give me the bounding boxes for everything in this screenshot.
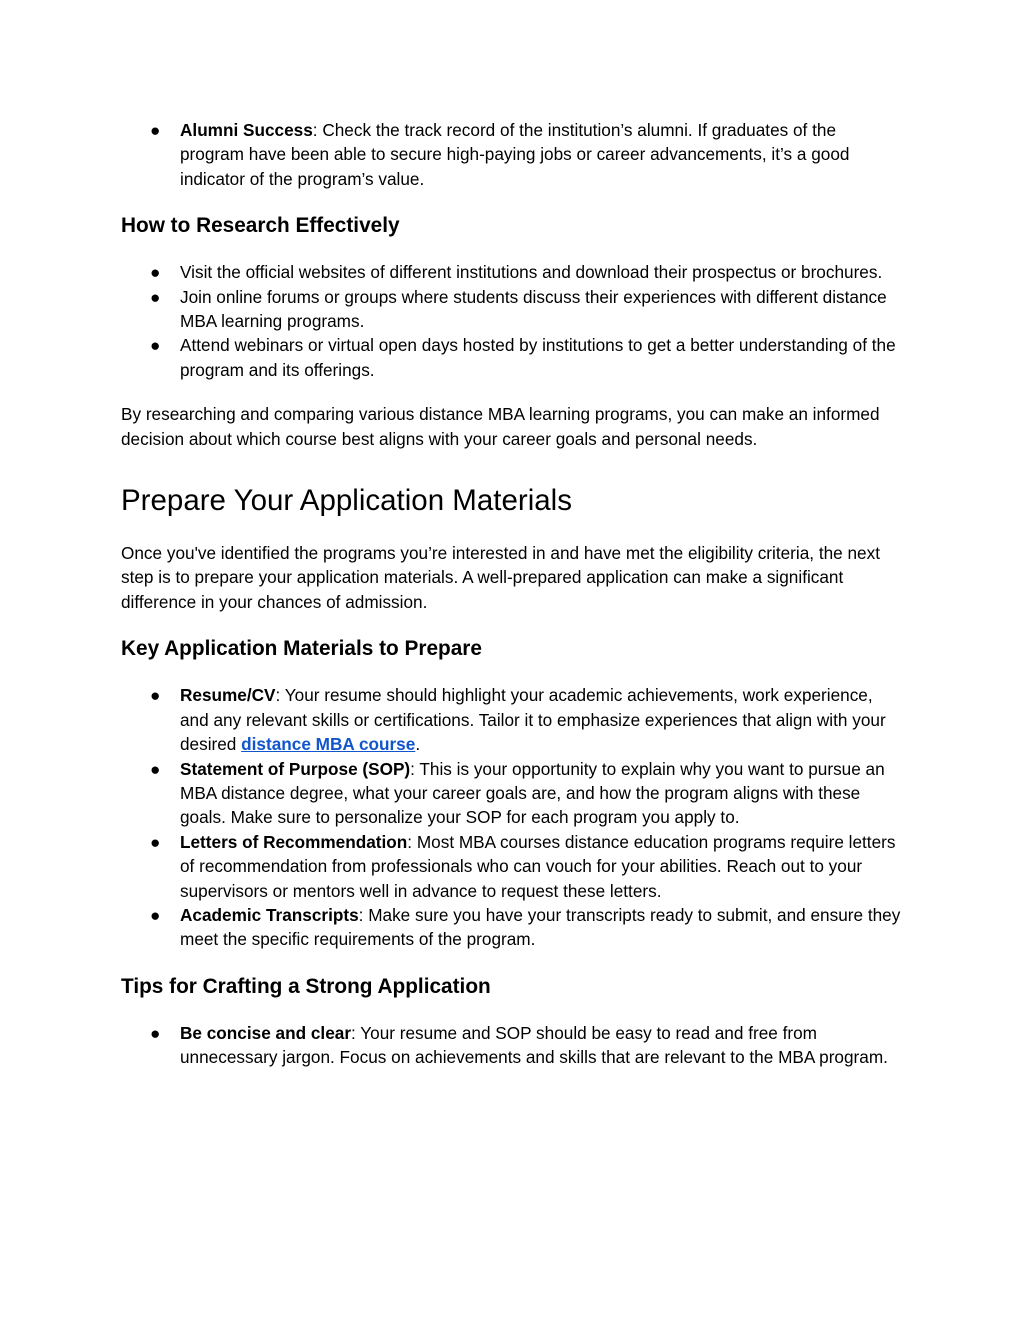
list-item (121, 683, 901, 756)
item-term: Alumni Success (180, 120, 313, 140)
item-text: : Make sure you have your transcripts ready to submit, and ensure they meet the specific requirements of the program. (180, 904, 901, 950)
bullet-icon: ● (150, 120, 161, 140)
list-item (121, 757, 901, 830)
list-item (121, 830, 901, 903)
research-list (121, 260, 901, 382)
list-item (121, 260, 901, 284)
bullet-icon: ● (150, 685, 161, 706)
item-term: Letters of Recommendation (180, 831, 408, 852)
materials-list (121, 683, 901, 951)
list-item (121, 1021, 901, 1070)
item-text: : This is your opportunity to explain why you want to pursue an MBA distance degree, what your career goals are, and how the program aligns with these goals. Make sure to personalize your SOP for each program you apply to. (180, 758, 885, 828)
bullet-icon: ● (150, 335, 161, 356)
section-heading-tips: Tips for Crafting a Strong Application (121, 974, 491, 998)
prepare-intro: Once you've identified the programs you’re interested in and have met the eligibility criteria, the next step is to prepare your application materials. A well-prepared application can make a significant difference in your chances of admission. (121, 543, 880, 612)
bullet-icon: ● (150, 904, 161, 925)
item-text: Join online forums or groups where students discuss their experiences with different distance MBA learning programs. (180, 286, 887, 332)
item-term: Statement of Purpose (SOP) (180, 758, 411, 779)
item-text: : Check the track record of the institution’s alumni. If graduates of the program have been able to secure high-paying jobs or career advancements, it’s a good indicator of the program’s value. (180, 120, 850, 189)
section-heading-prepare: Prepare Your Application Materials (121, 484, 572, 518)
section-heading-research: How to Research Effectively (121, 214, 400, 238)
item-term: Academic Transcripts (180, 904, 359, 925)
item-text: Attend webinars or virtual open days hosted by institutions to get a better understanding of the program and its offerings. (180, 335, 896, 380)
research-conclusion: By researching and comparing various distance MBA learning programs, you can make an informed decision about which course best aligns with your career goals and personal needs. (121, 404, 880, 449)
item-term: Resume/CV (180, 685, 276, 706)
document-page (121, 118, 901, 1070)
bullet-icon: ● (150, 831, 161, 852)
item-text: : Most MBA courses distance education programs require letters of recommendation from professionals who can vouch for your abilities. Reach out to your supervisors or mentors well in advance to request these letters. (180, 831, 896, 901)
section-heading-materials: Key Application Materials to Prepare (121, 637, 482, 661)
item-text-end: . (415, 734, 421, 755)
item-text: : Your resume and SOP should be easy to read and free from unnecessary jargon. Focus on achievements and skills that are relevant to the MBA program. (180, 1022, 888, 1068)
item-text: Visit the official websites of different institutions and download their prospectus or brochures. (180, 262, 883, 283)
bullet-icon: ● (150, 262, 161, 283)
list-item (121, 285, 901, 334)
bullet-icon: ● (150, 1022, 161, 1043)
list-item (121, 333, 901, 382)
item-term: Be concise and clear (180, 1022, 352, 1043)
bullet-icon: ● (150, 286, 161, 307)
item-text: : Your resume should highlight your academic achievements, work experience, and any relevant skills or certifications. Tailor it to emphasize experiences that align with your desired (180, 685, 886, 755)
list-item (121, 118, 901, 191)
list-item (121, 903, 901, 952)
tips-list (121, 1021, 901, 1070)
bullet-icon: ● (150, 758, 161, 779)
distance-mba-course-link[interactable]: distance MBA course (241, 734, 416, 755)
alumni-list (121, 118, 901, 191)
